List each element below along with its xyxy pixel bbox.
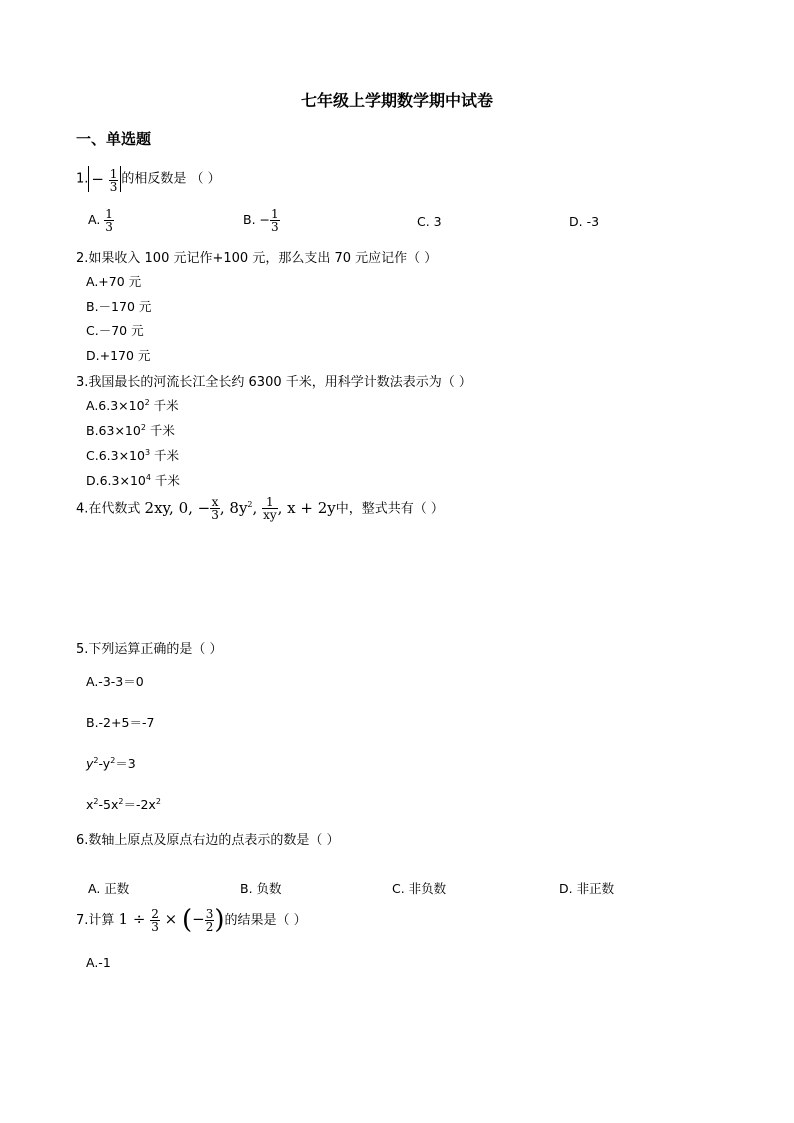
q1-option-b[interactable]: B. − $\frac{1}{3}$: [243, 207, 279, 234]
absolute-value: [88, 166, 121, 192]
q2-option-a[interactable]: A.+70 元: [86, 274, 142, 289]
section-title: 一、单选题: [76, 130, 152, 148]
q7-option-a[interactable]: A.-1: [86, 955, 111, 970]
q6-option-a[interactable]: A. 正数: [88, 881, 130, 896]
q3-option-c[interactable]: $C.6.3\times 10^3$ 千米: [86, 447, 180, 463]
fraction: $\frac{1}{3}$: [271, 207, 279, 234]
question-6: 6.数轴上原点及原点右边的点表示的数是（ ）: [76, 833, 340, 848]
question-4: 4.在代数式 2xy, 0, − $\frac{x}{3}$ , $8y^2$, $\frac{1}{xy}$ , x + 2y中，整式共有（ ）: [76, 495, 444, 522]
q1-number: 1.: [76, 171, 89, 187]
q6-option-d[interactable]: D. 非正数: [559, 881, 615, 896]
q1-option-a[interactable]: A. $\frac{1}{3}$: [88, 207, 113, 234]
fraction: $\frac{1}{xy}$: [263, 495, 277, 522]
q1-minus: −: [91, 170, 104, 188]
fraction: $\frac{3}{2}$: [205, 906, 214, 934]
fraction: $\frac{2}{3}$: [151, 906, 159, 934]
q6-option-b[interactable]: B. 负数: [240, 881, 282, 896]
q5-option-d[interactable]: $x^2-5x^2=-2x^2$: [86, 796, 161, 812]
q3-option-b[interactable]: $B.63\times 10^2$ 千米: [86, 422, 175, 438]
fraction: $\frac{1}{3}$: [105, 207, 113, 234]
q5-option-c[interactable]: $y^2-y^2=3$: [86, 755, 136, 771]
question-1: [76, 166, 221, 192]
page-title: 七年级上学期数学期中试卷: [300, 91, 493, 110]
question-3: 3.我国最长的河流长江全长约 6300 千米，用科学计数法表示为（ ）: [76, 375, 472, 390]
question-2: 2.如果收入 100 元记作+100 元，那么支出 70 元应记作（ ）: [76, 251, 438, 266]
question-5: 5.下列运算正确的是（ ）: [76, 642, 223, 657]
q1-option-c[interactable]: C. 3: [417, 214, 442, 229]
question-7: 7.计算 1 ÷ $\frac{2}{3}$ × (− $\frac{3}{2}$ )的结果是（ ）: [76, 905, 307, 935]
fraction: $\frac{x}{3}$: [211, 495, 219, 522]
q2-option-b[interactable]: B.－170 元: [86, 299, 152, 314]
q1-option-d[interactable]: D. -3: [569, 214, 600, 229]
q1-text: 的相反数是 （ ）: [121, 171, 221, 187]
q5-option-b[interactable]: B.-2+5＝-7: [86, 715, 155, 730]
q6-option-c[interactable]: C. 非负数: [392, 881, 447, 896]
expression: 2xy, 0, − $\frac{x}{3}$ , $8y^2$, $\frac{1}{xy}$ , x + 2y: [144, 495, 336, 522]
q3-option-d[interactable]: $D.6.3\times 10^4$ 千米: [86, 472, 180, 488]
q3-option-a[interactable]: $A.6.3\times 10^2$ 千米: [86, 397, 179, 413]
q2-option-c[interactable]: C.－70 元: [86, 323, 144, 338]
fraction: $\frac{1}{3}$: [109, 166, 118, 194]
q5-option-a[interactable]: A.-3-3＝0: [86, 674, 144, 689]
q2-option-d[interactable]: D.+170 元: [86, 348, 151, 363]
expression: 1 ÷ $\frac{2}{3}$ × (− $\frac{3}{2}$ ): [118, 905, 225, 935]
